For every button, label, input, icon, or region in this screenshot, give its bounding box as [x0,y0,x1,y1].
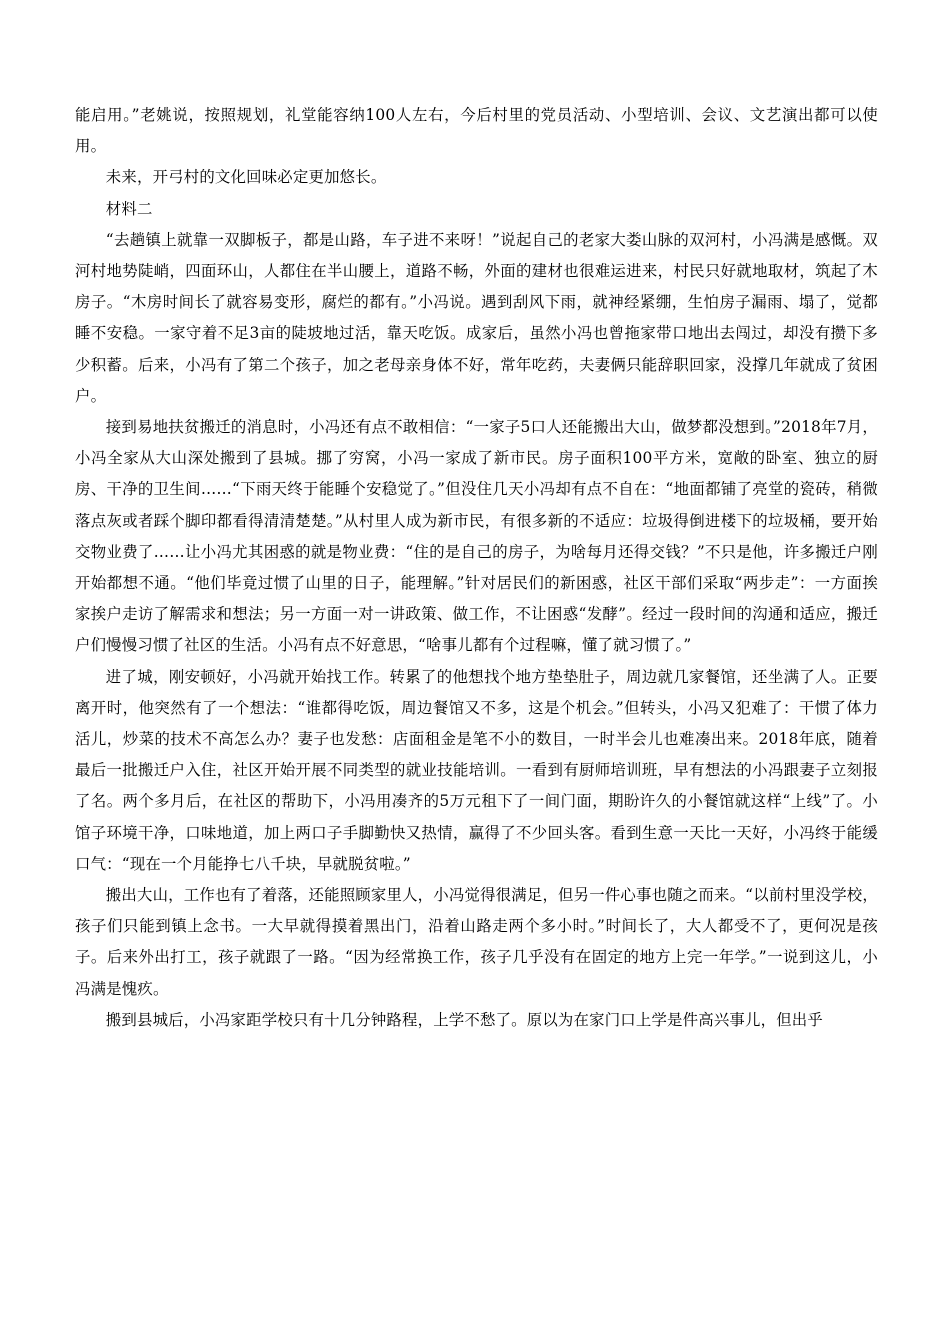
paragraph-8: 搬到县城后，小冯家距学校只有十几分钟路程，上学不愁了。原以为在家门口上学是件高兴事儿，但出乎 [105,1010,823,1029]
paragraph-4: “去趟镇上就靠一双脚板子，都是山路，车子进不来呀！”说起自己的老家大娄山脉的双河村，小冯满是感慨。双河村地势陡峭，四面环山，人都住在半山腰上，道路不畅，外面的建材也很难运进来，村民只好就地取材，筑起了木房子。“木房时间长了就容易变形，腐烂的都有。”小冯说。遇到刮风下雨，就神经紧绷，生怕房子漏雨、塌了，觉都睡不安稳。一家守着不足3亩的陡坡地过活，靠天吃饭。成家后，虽然小冯也曾拖家带口地出去闯过，却没有攒下多少积蓄。后来，小冯有了第二个孩子，加之老母亲身体不好，常年吃药，夫妻俩只能辞职回家，没撑几年就成了贫困户。 [75,230,878,405]
paragraph-7: 搬出大山，工作也有了着落，还能照顾家里人，小冯觉得很满足，但另一件心事也随之而来。“以前村里没学校，孩子们只能到镇上念书。一大早就得摸着黑出门，沿着山路走两个多小时。”时间长了，大人都受不了，更何况是孩子。后来外出打工，孩子就跟了一路。“因为经常换工作，孩子几乎没有在固定的地方上完一年学。”一说到这儿，小冯满是愧疚。 [75,886,878,998]
paragraph-6: 进了城，刚安顿好，小冯就开始找工作。转累了的他想找个地方垫垫肚子，周边就几家餐馆，还坐满了人。正要离开时，他突然有了一个想法：“谁都得吃饭，周边餐馆又不多，这是个机会。”但转头，小冯又犯难了：干惯了体力活儿，炒菜的技术不高怎么办？妻子也发愁：店面租金是笔不小的数目，一时半会儿也难凑出来。2018年底，随着最后一批搬迁户入住，社区开始开展不同类型的就业技能培训。一看到有厨师培训班，早有想法的小冯跟妻子立刻报了名。两个多月后，在社区的帮助下，小冯用凑齐的5万元租下了一间门面，期盼许久的小餐馆就这样“上线”了。小馆子环境干净，口味地道，加上两口子手脚勤快又热情，赢得了不少回头客。看到生意一天比一天好，小冯终于能缓口气：“现在一个月能挣七八千块，早就脱贫啦。” [75,667,878,873]
paragraph-2: 未来，开弓村的文化回味必定更加悠长。 [105,168,387,187]
section-heading-material-2: 材料二 [105,199,153,218]
document-page [75,100,878,1036]
paragraph-5: 接到易地扶贫搬迁的消息时，小冯还有点不敢相信：“一家子5口人还能搬出大山，做梦都没想到。”2018年7月，小冯全家从大山深处搬到了县城。挪了穷窝，小冯一家成了新市民。房子面积100平方米，宽敞的卧室、独立的厨房、干净的卫生间……“下雨天终于能睡个安稳觉了。”但没住几天小冯却有点不自在：“地面都铺了亮堂的瓷砖，稍微落点灰或者踩个脚印都看得清清楚楚。”从村里人成为新市民，有很多新的不适应：垃圾得倒进楼下的垃圾桶，要开始交物业费了……让小冯尤其困惑的就是物业费：“住的是自己的房子，为啥每月还得交钱？”不只是他，许多搬迁户刚开始都想不通。“他们毕竟过惯了山里的日子，能理解。”针对居民们的新困惑，社区干部们采取“两步走”：一方面挨家挨户走访了解需求和想法；另一方面一对一讲政策、做工作，不让困惑“发酵”。经过一段时间的沟通和适应，搬迁户们慢慢习惯了社区的生活。小冯有点不好意思，“啥事儿都有个过程嘛，懂了就习惯了。” [75,418,878,655]
paragraph-1: 能启用。”老姚说，按照规划，礼堂能容纳100人左右，今后村里的党员活动、小型培训、会议、文艺演出都可以使用。 [75,106,878,156]
